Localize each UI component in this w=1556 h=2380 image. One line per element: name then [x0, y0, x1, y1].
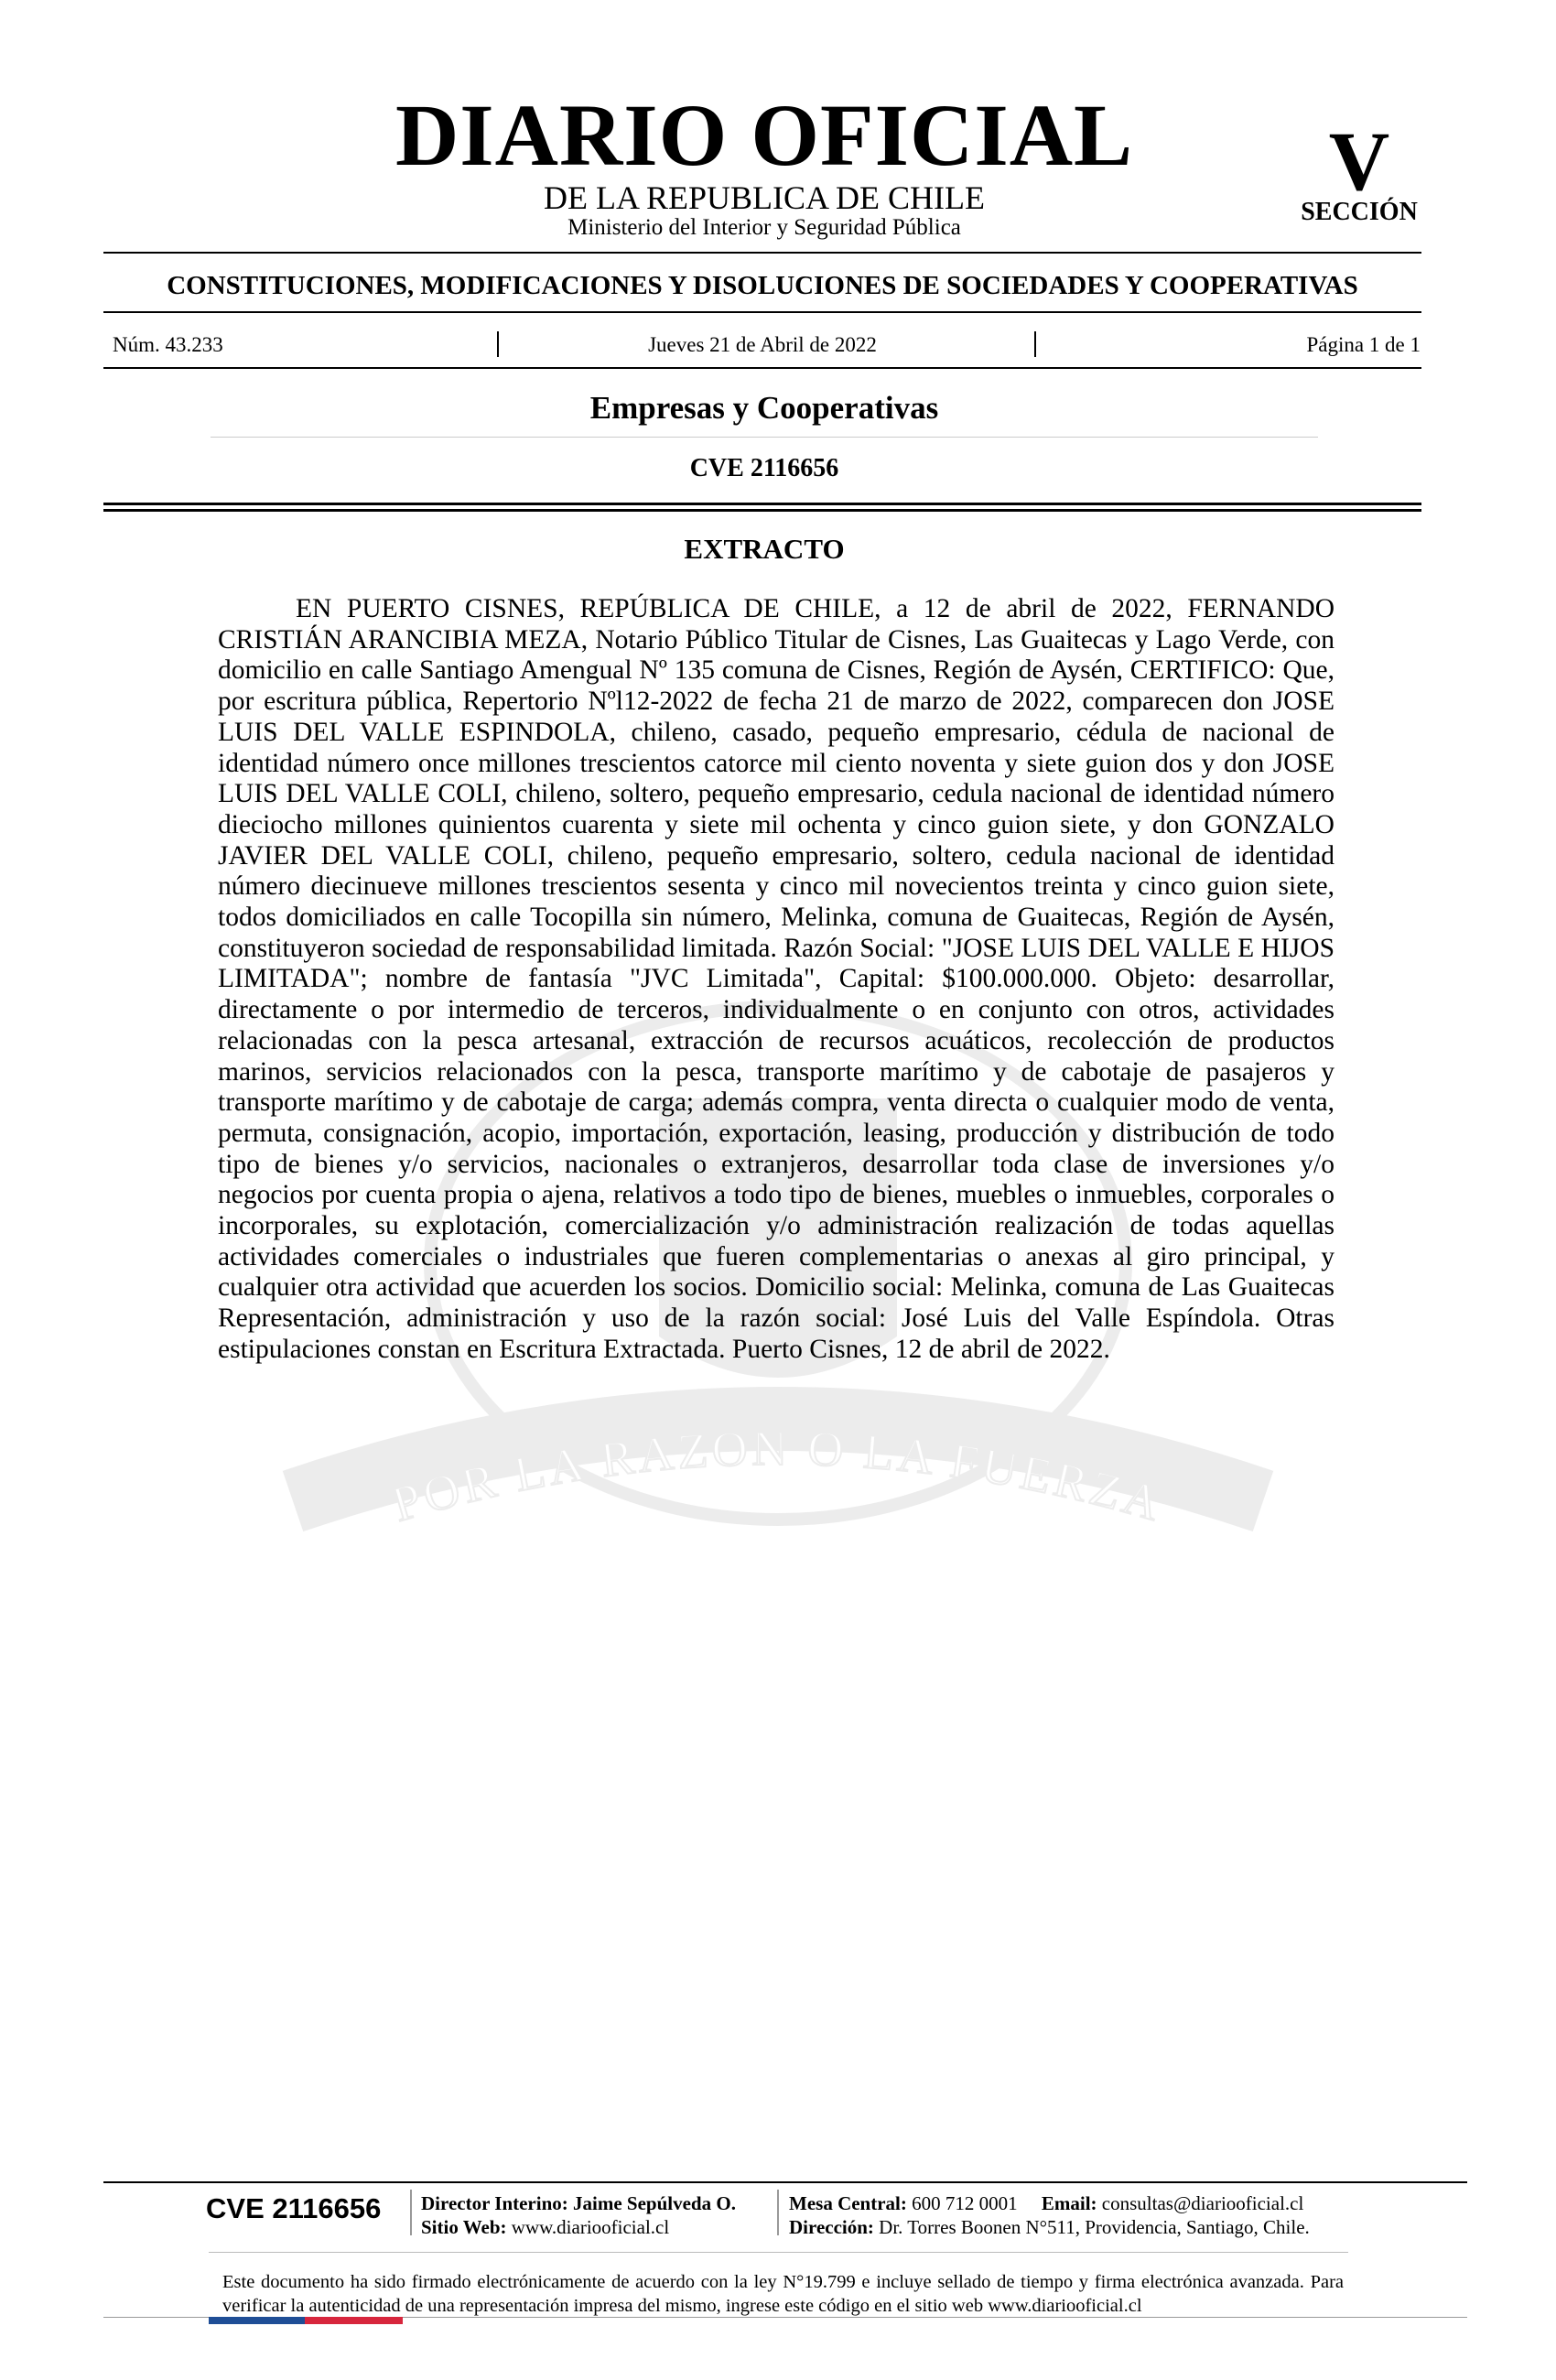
cve-code: CVE 2116656: [689, 454, 839, 482]
footer-thin-rule: [209, 2252, 1348, 2253]
footer-separator: [777, 2190, 779, 2235]
email-label: Email:: [1041, 2192, 1097, 2214]
cve-rule-thick: [103, 503, 1421, 505]
flag-stripe-blue: [209, 2317, 305, 2324]
masthead-title: DIARIO OFICIAL: [394, 86, 1134, 184]
address-label: Dirección:: [789, 2216, 874, 2238]
issue-number: Núm. 43.233: [113, 333, 223, 356]
website-link[interactable]: www.diariooficial.cl: [511, 2216, 670, 2238]
header-rule-bottom: [103, 367, 1421, 369]
footer-director-block: [421, 2191, 736, 2239]
issue-page: Página 1 de 1: [1306, 333, 1421, 356]
extract-body: EN PUERTO CISNES, REPÚBLICA DE CHILE, a 12 de abril de 2022, FERNANDO CRISTIÁN ARANCIBIA MEZA, Notario Público Titular de Cisnes, Las Guaitecas y Lago Verde, con domicilio en calle Santiago Amengual Nº 135 comuna de Cisnes, Región de Aysén, CERTIFICO: Que, por escritura pública, Repertorio Nºl12-2022 de fecha 21 de marzo de 2022, comparecen don JOSE LUIS DEL VALLE ESPINDOLA, chileno, casado, pequeño empresario, cédula de nacional de identidad número once millones trescientos catorce mil ciento noventa y siete guion dos y don JOSE LUIS DEL VALLE COLI, chileno, soltero, pequeño empresario, cedula nacional de identidad número dieciocho millones quinientos cuarenta y siete mil ochenta y cinco guion siete, y don GONZALO JAVIER DEL VALLE COLI, chileno, pequeño empresario, soltero, cedula nacional de identidad número diecinueve millones trescientos sesenta y cinco mil novecientos treinta y cinco guion siete, todos domiciliados en calle Tocopilla sin número, Melinka, comuna de Guaitecas, Región de Aysén, constituyeron sociedad de responsabilidad limitada. Razón Social: "JOSE LUIS DEL VALLE E HIJOS LIMITADA"; nombre de fantasía "JVC Limitada", Capital: $100.000.000. Objeto: desarrollar, directamente o por intermedio de terceros, individualmente o en conjunto con otros, actividades relacionadas con la pesca artesanal, extracción de recursos acuáticos, recolección de productos marinos, servicios relacionados con la pesca, transporte marítimo y de cabotaje de pasajeros y transporte marítimo y de cabotaje de carga; además compra, venta directa o cualquier modo de venta, permuta, consignación, acopio, importación, exportación, leasing, producción y distribución de todo tipo de bienes y/o servicios, nacionales o extranjeros, desarrollar toda clase de inversiones y/o negocios por cuenta propia o ajena, relativos a todo tipo de bienes, muebles o inmuebles, corporales o incorporales, su explotación, comercialización y/o administración realización de todas aquellas actividades comerciales o industriales que fueren complementarias o anexas al giro principal, y cualquier otra actividad que acuerden los socios. Domicilio social: Melinka, comuna de Las Guaitecas Representación, administración y uso de la razón social: José Luis del Valle Espíndola. Otras estipulaciones constan en Escritura Extractada. Puerto Cisnes, 12 de abril de 2022.: [218, 594, 1334, 1364]
footer-rule-top: [103, 2181, 1467, 2183]
document-title: EXTRACTO: [684, 533, 845, 565]
issue-date: Jueves 21 de Abril de 2022: [648, 333, 877, 356]
director-name: Jaime Sepúlveda O.: [573, 2192, 736, 2214]
address-value: Dr. Torres Boonen N°511, Providencia, Santiago, Chile.: [879, 2216, 1310, 2238]
category-heading: CONSTITUCIONES, MODIFICACIONES Y DISOLUCIONES DE SOCIEDADES Y COOPERATIVAS: [167, 271, 1358, 300]
email-link[interactable]: consultas@diariooficial.cl: [1101, 2192, 1304, 2214]
header-rule-top: [103, 252, 1421, 254]
section-word: SECCIÓN: [1301, 198, 1418, 226]
section-heading: Empresas y Cooperativas: [589, 390, 939, 426]
footer-contact-block: [789, 2191, 1310, 2239]
info-separator: [1034, 331, 1036, 357]
footer-separator: [410, 2190, 412, 2235]
phone-label: Mesa Central:: [789, 2192, 907, 2214]
director-label: Director Interino:: [421, 2192, 568, 2214]
website-label: Sitio Web:: [421, 2216, 507, 2238]
phone-value: 600 712 0001: [912, 2192, 1018, 2214]
masthead-ministry: Ministerio del Interior y Seguridad Pública: [567, 215, 961, 240]
cve-rule-thick: [103, 509, 1421, 512]
footer-cve-code: CVE 2116656: [206, 2192, 382, 2224]
watermark-motto: POR LA RAZON O LA FUERZA: [385, 1420, 1170, 1532]
footer-signature-note: Este documento ha sido firmado electrónicamente de acuerdo con la ley N°19.799 e incluye sellado de tiempo y firma electrónica avanzada. Para verificar la autenticidad de una representación impresa del mismo, ingrese este código en el sitio web www.diariooficial.cl: [222, 2272, 1344, 2316]
section-heading-underline: [211, 437, 1318, 438]
flag-stripe-red: [305, 2317, 403, 2324]
header-rule-middle: [103, 311, 1421, 313]
masthead-subtitle: DE LA REPUBLICA DE CHILE: [544, 179, 985, 216]
section-letter: V: [1328, 114, 1390, 208]
